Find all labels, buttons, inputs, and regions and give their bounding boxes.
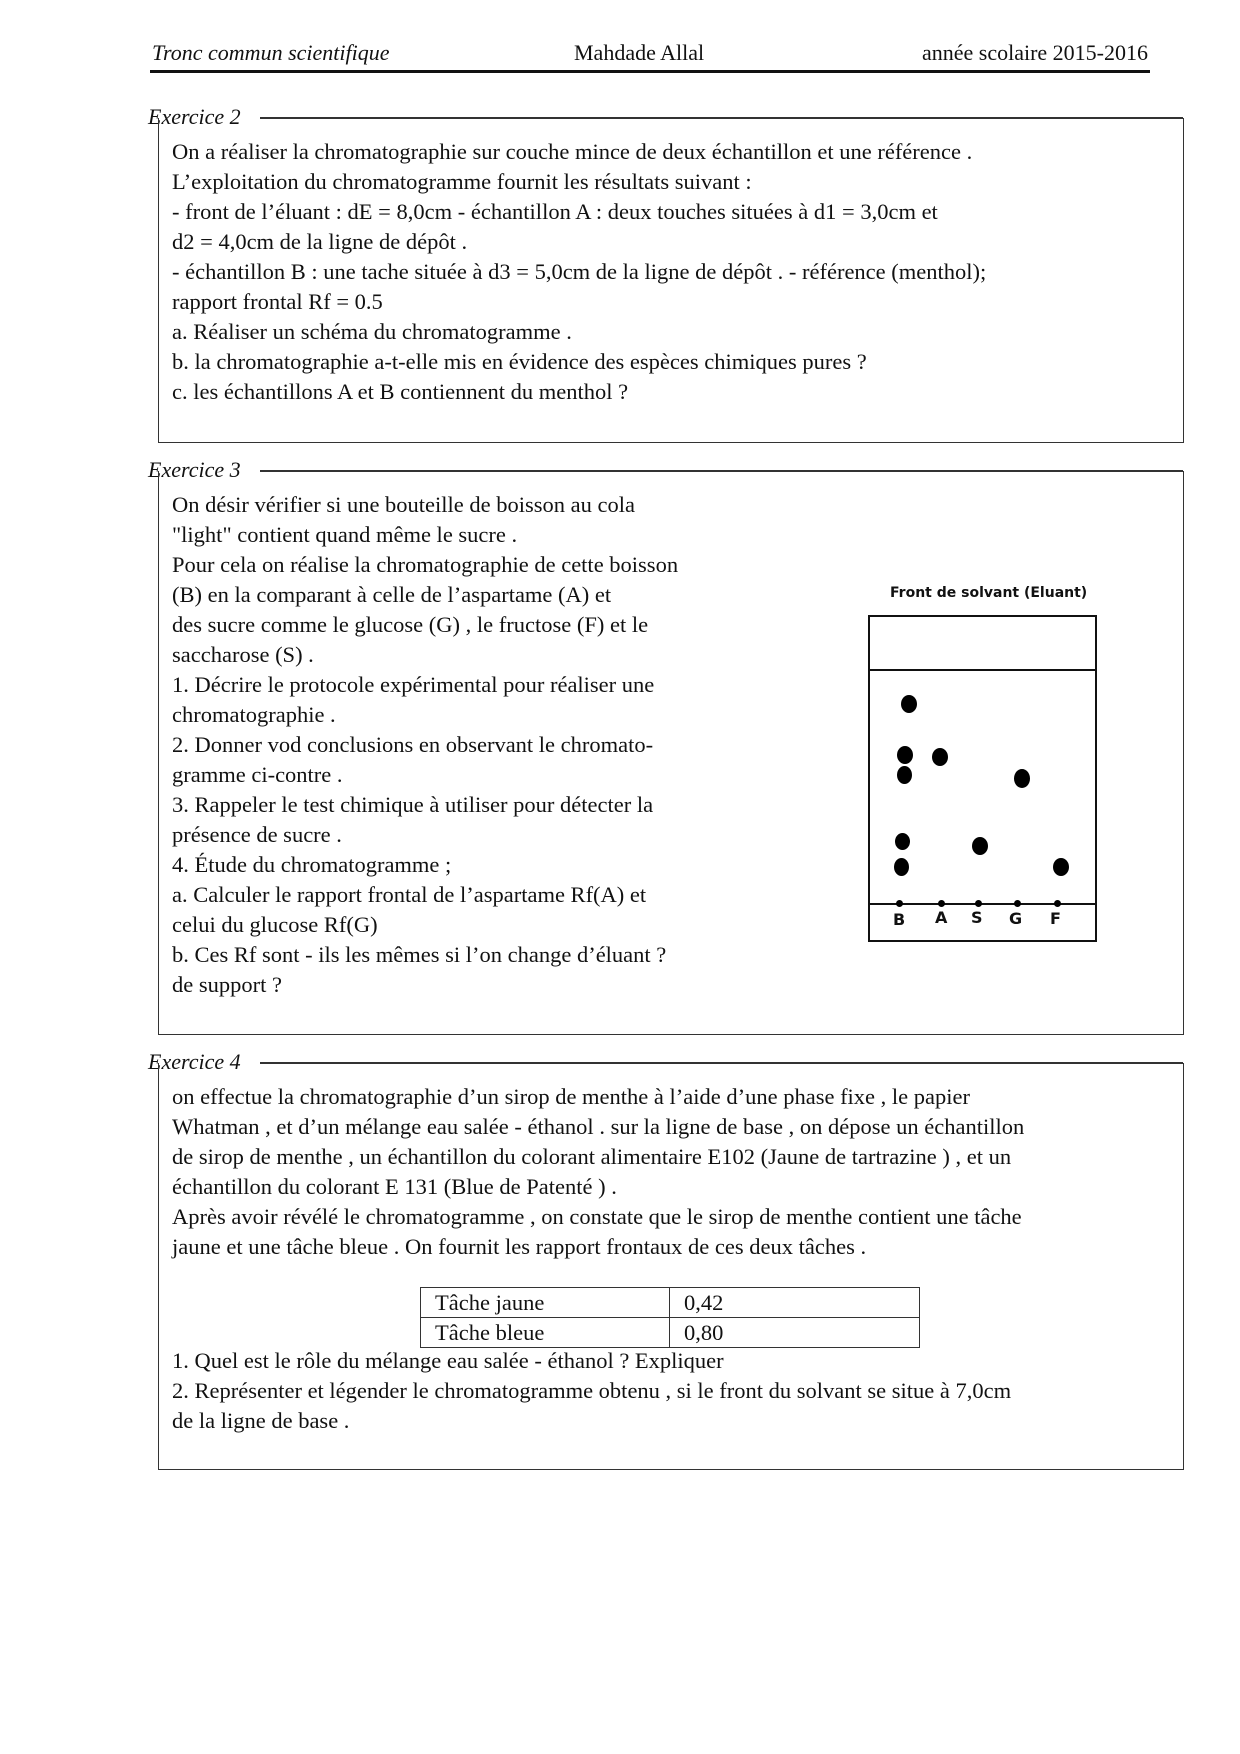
exercise2-title: Exercice 2 [148,104,249,130]
exercise4-line: échantillon du colorant E 131 (Blue de Patenté ) . [172,1174,617,1199]
course-name: Tronc commun scientifique [152,40,390,65]
exercise4-line: Après avoir révélé le chromatogramme , on constate que le sirop de menthe contient une tâche [172,1204,1022,1229]
deposit-point-S [975,900,982,907]
rf-label: Tâche jaune [421,1288,670,1318]
exercise4-line: jaune et une tâche bleue . On fournit les rapport frontaux de ces deux tâches . [172,1234,867,1259]
exercise3-line: (B) en la comparant à celle de l’aspartame (A) et [172,582,612,607]
exercise4-title: Exercice 4 [148,1049,249,1075]
exercise2-question-b: b. la chromatographie a-t-elle mis en évidence des espèces chimiques pures ? [172,349,867,374]
deposit-point-B [896,900,903,907]
exercise2-text [172,137,1172,407]
spot-B-5 [894,858,909,876]
exercise2-line: - échantillon B : une tache située à d3 = 5,0cm de la ligne de dépôt . - référence (menthol); [172,259,987,284]
exercise2-line: - front de l’éluant : dE = 8,0cm - échantillon A : deux touches situées à d1 = 3,0cm et [172,199,938,224]
solvent-front-line [868,669,1097,671]
exercise3-line: chromatographie . [172,702,336,727]
exercise3-line: On désir vérifier si une bouteille de boisson au cola [172,492,635,517]
spot-S [972,837,988,855]
exercise4-line: Whatman , et d’un mélange eau salée - éthanol . sur la ligne de base , on dépose un échantillon [172,1114,1025,1139]
solvent-front-label: Front de solvant (Eluant) [890,585,1088,601]
spot-B-1 [901,695,917,713]
exercise3-text [172,490,767,1000]
table-row [421,1288,920,1318]
exercise2-line: d2 = 4,0cm de la ligne de dépôt . [172,229,468,254]
deposit-point-G [1014,900,1021,907]
exercise3-line: "light" contient quand même le sucre . [172,522,518,547]
exercise4-question-1: 1. Quel est le rôle du mélange eau salée - éthanol ? Expliquer [172,1348,724,1373]
deposit-point-F [1054,900,1061,907]
exercise3-line: des sucre comme le glucose (G) , le fructose (F) et le [172,612,649,637]
exercise3-question-2: 2. Donner vod conclusions en observant le chromato- [172,732,654,757]
lane-label-B: B [893,910,906,929]
rf-label: Tâche bleue [421,1318,670,1348]
rf-value: 0,42 [670,1288,920,1318]
exercise4-question-2: 2. Représenter et légender le chromatogramme obtenu , si le front du solvant se situe à 7,0cm [172,1378,1012,1403]
spot-B-3 [897,766,912,784]
exercise2-question-c: c. les échantillons A et B contiennent du menthol ? [172,379,629,404]
exercise4-text [172,1082,1172,1262]
exercise2-line: On a réaliser la chromatographie sur couche mince de deux échantillon et une référence . [172,139,973,164]
spot-B-4 [895,833,910,850]
exercise2-line: rapport frontal Rf = 0.5 [172,289,383,314]
page-header [150,38,1150,73]
exercise3-question-4a: a. Calculer le rapport frontal de l’aspartame Rf(A) et [172,882,647,907]
exercise4-line: on effectue la chromatographie d’un sirop de menthe à l’aide d’une phase fixe , le papier [172,1084,971,1109]
spot-A [932,748,948,766]
spot-F [1053,858,1069,876]
rf-table [420,1287,920,1348]
exercise2-question-a: a. Réaliser un schéma du chromatogramme . [172,319,572,344]
exercise4-questions [172,1346,1172,1436]
exercise3-line: de support ? [172,972,282,997]
lane-label-S: S [971,908,983,927]
exercise3-question-1: 1. Décrire le protocole expérimental pour réaliser une [172,672,655,697]
exercise3-question-3: 3. Rappeler le test chimique à utiliser pour détecter la [172,792,654,817]
exercise3-question-4: 4. Étude du chromatogramme ; [172,852,452,877]
rf-value: 0,80 [670,1318,920,1348]
exercise2-line: L’exploitation du chromatogramme fournit les résultats suivant : [172,169,752,194]
exercise3-line: saccharose (S) . [172,642,314,667]
author-name: Mahdade Allal [574,40,705,65]
exercise3-line: celui du glucose Rf(G) [172,912,378,937]
exercise4-line: de sirop de menthe , un échantillon du colorant alimentaire E102 (Jaune de tartrazine ) , et un [172,1144,1012,1169]
spot-G [1014,769,1030,788]
lane-label-G: G [1009,909,1023,928]
deposit-point-A [938,900,945,907]
school-year: année scolaire 2015-2016 [921,40,1148,65]
exercise3-line: Pour cela on réalise la chromatographie de cette boisson [172,552,679,577]
exercise4-line: de la ligne de base . [172,1408,350,1433]
lane-label-A: A [935,908,948,927]
exercise3-line: présence de sucre . [172,822,342,847]
spot-B-2 [897,746,913,764]
exercise3-title: Exercice 3 [148,457,249,483]
table-row [421,1318,920,1348]
lane-label-F: F [1050,909,1061,928]
exercise3-line: gramme ci-contre . [172,762,343,787]
exercise3-question-4b: b. Ces Rf sont - ils les mêmes si l’on change d’éluant ? [172,942,667,967]
